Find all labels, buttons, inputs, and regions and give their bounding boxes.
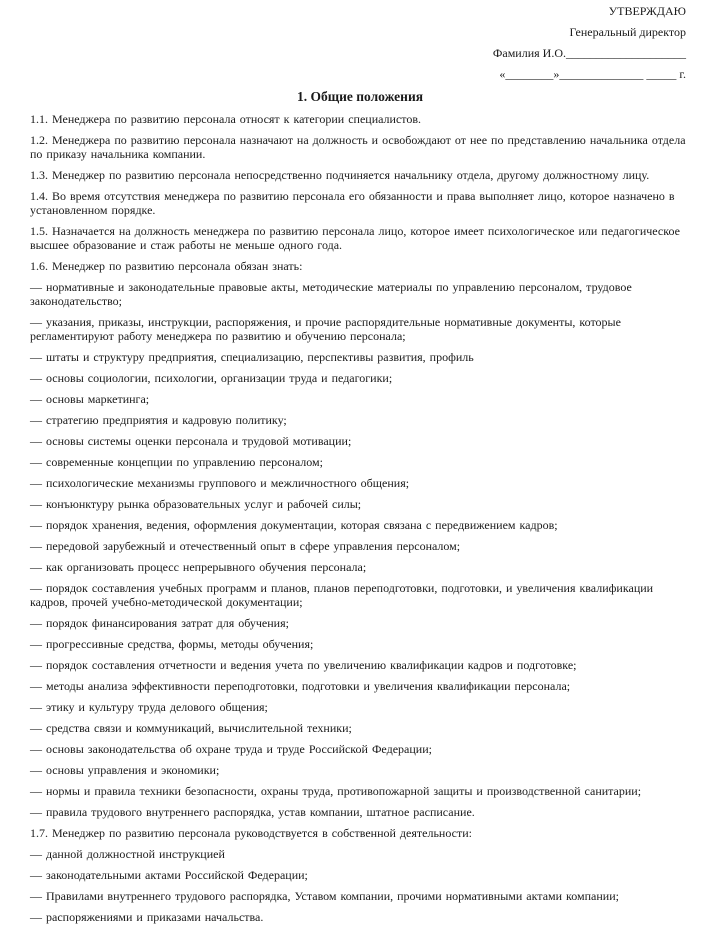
clause-paragraph: 1.1. Менеджера по развитию персонала относят к категории специалистов. xyxy=(30,112,422,126)
approver-title: Генеральный директор xyxy=(569,25,686,39)
list-item: — штаты и структуру предприятия, специализацию, перспективы развития, профиль xyxy=(30,350,474,364)
list-item: — нормы и правила техники безопасности, охраны труда, противопожарной защиты и производственной санитарии; xyxy=(30,784,642,798)
list-item: — порядок финансирования затрат для обучения; xyxy=(30,616,289,630)
clause-paragraph: 1.6. Менеджер по развитию персонала обязан знать: xyxy=(30,259,303,273)
list-item: — нормативные и законодательные правовые акты, методические материалы по управлению персоналом, трудовое законодательство; xyxy=(30,280,632,308)
clause-paragraph: 1.7. Менеджер по развитию персонала руководствуется в собственной деятельности: xyxy=(30,826,472,840)
list-item: — психологические механизмы группового и межличностного общения; xyxy=(30,476,410,490)
clause-paragraph: 1.4. Во время отсутствия менеджера по развитию персонала его обязанности и права выполняет лицо, которое назначено в установленном порядке. xyxy=(30,189,675,217)
list-item: — стратегию предприятия и кадровую политику; xyxy=(30,413,287,427)
approval-date-line: «________»______________ _____ г. xyxy=(499,67,686,81)
approval-block xyxy=(30,4,690,81)
list-item: — прогрессивные средства, формы, методы обучения; xyxy=(30,637,314,651)
list-item: — методы анализа эффективности переподготовки, подготовки и увеличения квалификации персонала; xyxy=(30,679,571,693)
list-item: — основы законодательства об охране труда и труде Российской Федерации; xyxy=(30,742,432,756)
list-item: — порядок составления учебных программ и планов, планов переподготовки, подготовки, и увеличения квалификации кадров, прочей учебно-методической документации; xyxy=(30,581,654,609)
list-item: — основы системы оценки персонала и трудовой мотивации; xyxy=(30,434,352,448)
approver-name-line: Фамилия И.О.____________________ xyxy=(492,46,686,60)
approval-stamp: УТВЕРЖДАЮ xyxy=(608,4,686,18)
list-item: — этику и культуру труда делового общения; xyxy=(30,700,268,714)
list-item: — передовой зарубежный и отечественный опыт в сфере управления персоналом; xyxy=(30,539,461,553)
list-item: — Правилами внутреннего трудового распорядка, Уставом компании, прочими нормативными актами компании; xyxy=(30,889,619,903)
list-item: — как организовать процесс непрерывного обучения персонала; xyxy=(30,560,367,574)
list-item: — основы маркетинга; xyxy=(30,392,150,406)
list-item: — средства связи и коммуникаций, вычислительной техники; xyxy=(30,721,352,735)
list-item: — распоряжениями и приказами начальства. xyxy=(30,910,264,924)
list-item: — указания, приказы, инструкции, распоряжения, и прочие распорядительные нормативные документы, которые регламентируют работу менеджера по развитию и обучению персонала; xyxy=(30,315,621,343)
list-item: — порядок хранения, ведения, оформления документации, которая связана с передвижением кадров; xyxy=(30,518,558,532)
list-item: — правила трудового внутреннего распорядка, устав компании, штатное расписание. xyxy=(30,805,475,819)
list-item: — порядок составления отчетности и ведения учета по увеличению квалификации кадров и подготовке; xyxy=(30,658,577,672)
clause-paragraph: 1.3. Менеджер по развитию персонала непосредственно подчиняется начальнику отдела, другому должностному лицу. xyxy=(30,168,650,182)
list-item: — основы социологии, психологии, организации труда и педагогики; xyxy=(30,371,393,385)
list-item: — основы управления и экономики; xyxy=(30,763,220,777)
list-item: — законодательными актами Российской Федерации; xyxy=(30,868,308,882)
clause-paragraph: 1.2. Менеджера по развитию персонала назначают на должность и освобождают от нее по представлению начальника отдела по приказу начальника компании. xyxy=(30,133,686,161)
clause-paragraph: 1.5. Назначается на должность менеджера по развитию персонала лицо, которое имеет психологическое или педагогическое высшее образование и стаж работы не меньше одного года. xyxy=(30,224,680,252)
section-title: 1. Общие положения xyxy=(296,89,424,104)
list-item: — конъюнктуру рынка образовательных услуг и рабочей силы; xyxy=(30,497,362,511)
list-item: — современные концепции по управлению персоналом; xyxy=(30,455,323,469)
paragraph-list xyxy=(30,112,690,924)
list-item: — данной должностной инструкцией xyxy=(30,847,225,861)
